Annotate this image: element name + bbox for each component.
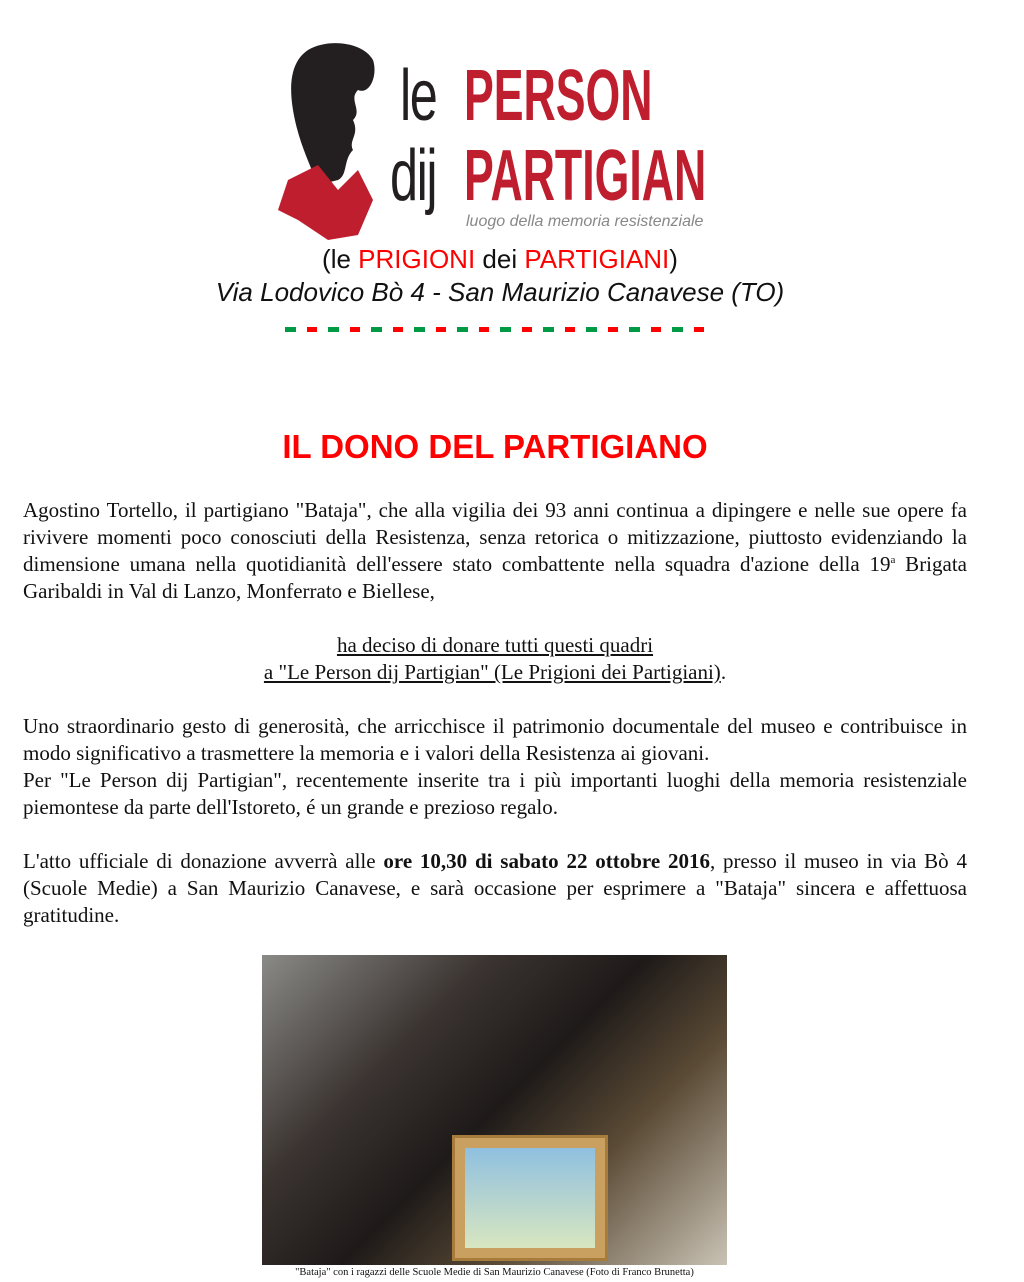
divider-dash <box>629 327 640 332</box>
p1-text: Agostino Tortello, il partigiano "Bataja", che alla vigilia dei 93 anni continua a dipingere e nelle sue opere fa rivivere momenti poco conosciuti della Resistenza, senza retorica o mitizzazione, piuttosto evidenziando la dimensione umana nella quotidianità dell'essere stato combattente nella squadra d'azione della 19 <box>23 498 967 576</box>
subtitle-partigiani: PARTIGIANI <box>524 244 670 274</box>
divider-dash <box>586 327 597 332</box>
divider-dash <box>565 327 576 332</box>
painting-frame <box>452 1135 608 1261</box>
subtitle <box>0 244 1000 274</box>
divider-dash <box>694 327 705 332</box>
divider-dash <box>457 327 468 332</box>
subtitle-open: (le <box>322 244 359 274</box>
logo-dij: dij <box>390 136 437 216</box>
divider-dash <box>414 327 425 332</box>
paragraph-istoreto: Per "Le Person dij Partigian", recentemente inserite tra i più importanti luoghi della memoria resistenziale piemontese da parte dell'Istoreto, é un grande e prezioso regalo. <box>23 768 967 819</box>
tricolor-divider <box>285 327 704 332</box>
p5-text-end: , presso il museo in via Bò 4 (Scuole Medie) a San Maurizio Canavese, e sarà occasione per esprimere a "Bataja" sincera e affettuosa gratitudine. <box>23 849 967 927</box>
p2-line1: ha deciso di donare tutti questi quadri <box>336 633 654 657</box>
divider-dash <box>436 327 447 332</box>
subtitle-dei: dei <box>475 244 525 274</box>
photo-bataja-students <box>262 955 727 1265</box>
p2-line2: a "Le Person dij Partigian" (Le Prigioni dei Partigiani) <box>263 660 721 684</box>
address: Via Lodovico Bò 4 - San Maurizio Canavese (TO) <box>215 277 785 307</box>
subtitle-prigioni: PRIGIONI <box>358 244 476 274</box>
logo-partigian: PARTIGIAN <box>464 136 707 216</box>
paragraph-intro <box>23 497 967 605</box>
divider-dash <box>651 327 662 332</box>
divider-dash <box>350 327 361 332</box>
divider-dash <box>543 327 554 332</box>
divider-dash <box>371 327 382 332</box>
logo-tagline: luogo della memoria resistenziale <box>466 213 704 230</box>
p1-sup: a <box>890 554 896 566</box>
subtitle-close: ) <box>669 244 678 274</box>
divider-dash <box>479 327 490 332</box>
logo-person: PERSON <box>464 56 653 136</box>
p5-date: ore 10,30 di sabato 22 ottobre 2016 <box>383 849 710 873</box>
logo-le: le <box>400 56 437 136</box>
divider-dash <box>328 327 339 332</box>
divider-dash <box>608 327 619 332</box>
paragraph-ceremony <box>23 848 967 929</box>
p1-text-end: Brigata Garibaldi in Val di Lanzo, Monferrato e Biellese, <box>23 552 967 603</box>
p2-dot: . <box>720 660 727 684</box>
paragraph-donation <box>23 632 967 686</box>
partisan-silhouette-icon <box>278 40 398 240</box>
divider-dash <box>285 327 296 332</box>
divider-dash <box>307 327 318 332</box>
divider-dash <box>393 327 404 332</box>
p5-text: L'atto ufficiale di donazione avverrà alle <box>23 849 384 873</box>
paragraph-gesture: Uno straordinario gesto di generosità, che arricchisce il patrimonio documentale del museo e contribuisce in modo significativo a trasmettere la memoria e i valori della Resistenza ai giovani. <box>23 714 967 765</box>
logo <box>278 40 718 240</box>
page-title: IL DONO DEL PARTIGIANO <box>282 428 708 465</box>
divider-dash <box>672 327 683 332</box>
photo-caption: "Bataja" con i ragazzi delle Scuole Medie di San Maurizio Canavese (Foto di Franco Brunetta) <box>295 1267 694 1278</box>
body-text <box>23 497 967 929</box>
divider-dash <box>522 327 533 332</box>
divider-dash <box>500 327 511 332</box>
